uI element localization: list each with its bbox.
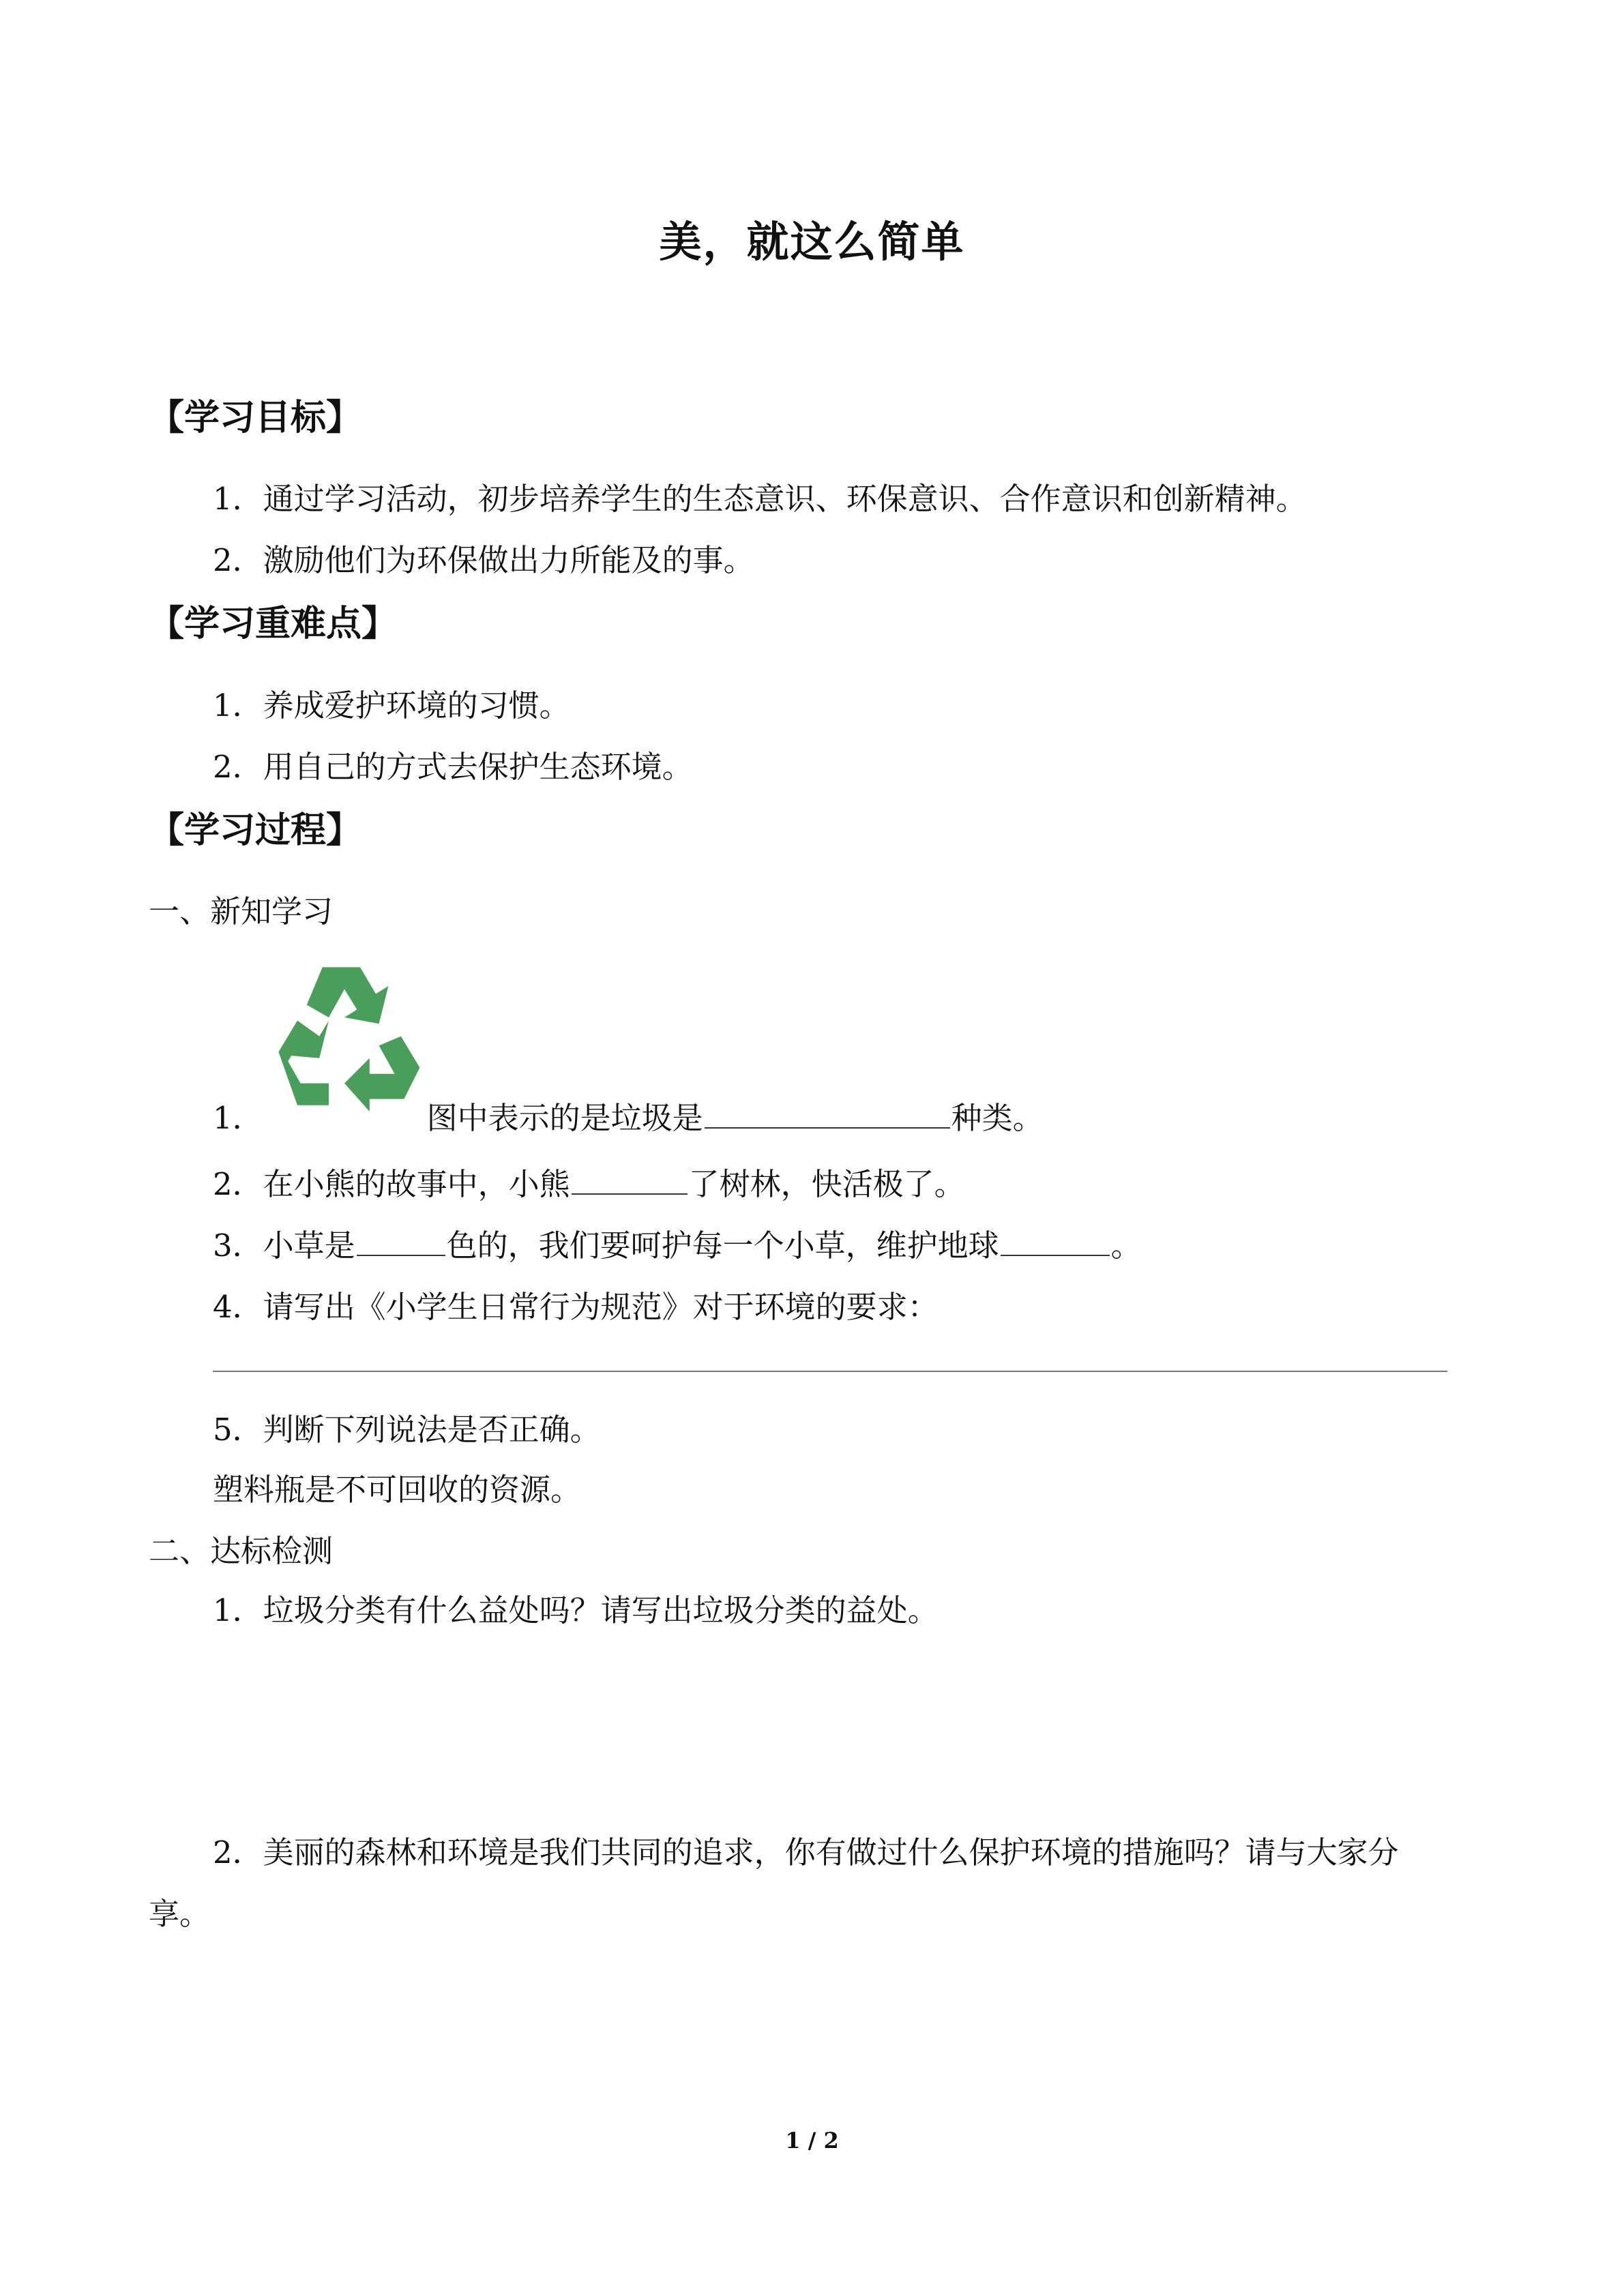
part2-question-2-line1: 2．美丽的森林和环境是我们共同的追求，你有做过什么保护环境的措施吗？请与大家分	[213, 1834, 1399, 1870]
part1-title: 一、新知学习	[149, 893, 334, 929]
key-point-item-1: 1．养成爱护环境的习惯。	[213, 687, 570, 724]
part2-question-1: 1．垃圾分类有什么益处吗？请写出垃圾分类的益处。	[213, 1592, 939, 1628]
q3-text-b: 色的，我们要呵护每一个小草，维护地球	[446, 1227, 999, 1264]
recycle-icon	[266, 955, 423, 1112]
process-heading: 【学习过程】	[149, 809, 362, 851]
part1-question-1	[213, 1093, 1044, 1137]
q2-text-a: 2．在小熊的故事中，小熊	[213, 1166, 570, 1202]
q3-blank-2[interactable]	[1001, 1226, 1110, 1256]
q2-text-b: 了树林，快活极了。	[688, 1166, 965, 1202]
q1-text-a: 图中表示的是垃圾是	[426, 1100, 703, 1136]
q3-text-a: 3．小草是	[213, 1227, 355, 1264]
goal-item-2: 2．激励他们为环保做出力所能及的事。	[213, 542, 754, 578]
part1-question-3	[213, 1221, 1142, 1265]
part2-question-2-line2: 享。	[149, 1896, 211, 1932]
q3-blank-1[interactable]	[357, 1226, 445, 1256]
q1-number: 1．	[213, 1100, 263, 1136]
goals-heading: 【学习目标】	[149, 397, 362, 438]
q1-text-b: 种类。	[951, 1100, 1044, 1136]
part1-question-4: 4．请写出《小学生日常行为规范》对于环境的要求：	[213, 1289, 939, 1325]
page-number: 1 / 2	[785, 2128, 839, 2153]
answer-line[interactable]	[213, 1371, 1447, 1372]
key-points-heading: 【学习重难点】	[149, 603, 398, 644]
part1-question-2	[213, 1159, 965, 1204]
part1-question-5: 5．判断下列说法是否正确。	[213, 1412, 601, 1448]
page-title: 美，就这么简单	[659, 217, 965, 267]
goal-item-1: 1．通过学习活动，初步培养学生的生态意识、环保意识、合作意识和创新精神。	[213, 481, 1307, 517]
q2-blank[interactable]	[572, 1165, 688, 1195]
q3-text-c: 。	[1110, 1227, 1142, 1264]
key-point-item-2: 2．用自己的方式去保护生态环境。	[213, 749, 693, 785]
q5-statement: 塑料瓶是不可回收的资源。	[213, 1472, 582, 1508]
part2-title: 二、达标检测	[149, 1533, 334, 1569]
q1-blank[interactable]	[705, 1099, 950, 1129]
